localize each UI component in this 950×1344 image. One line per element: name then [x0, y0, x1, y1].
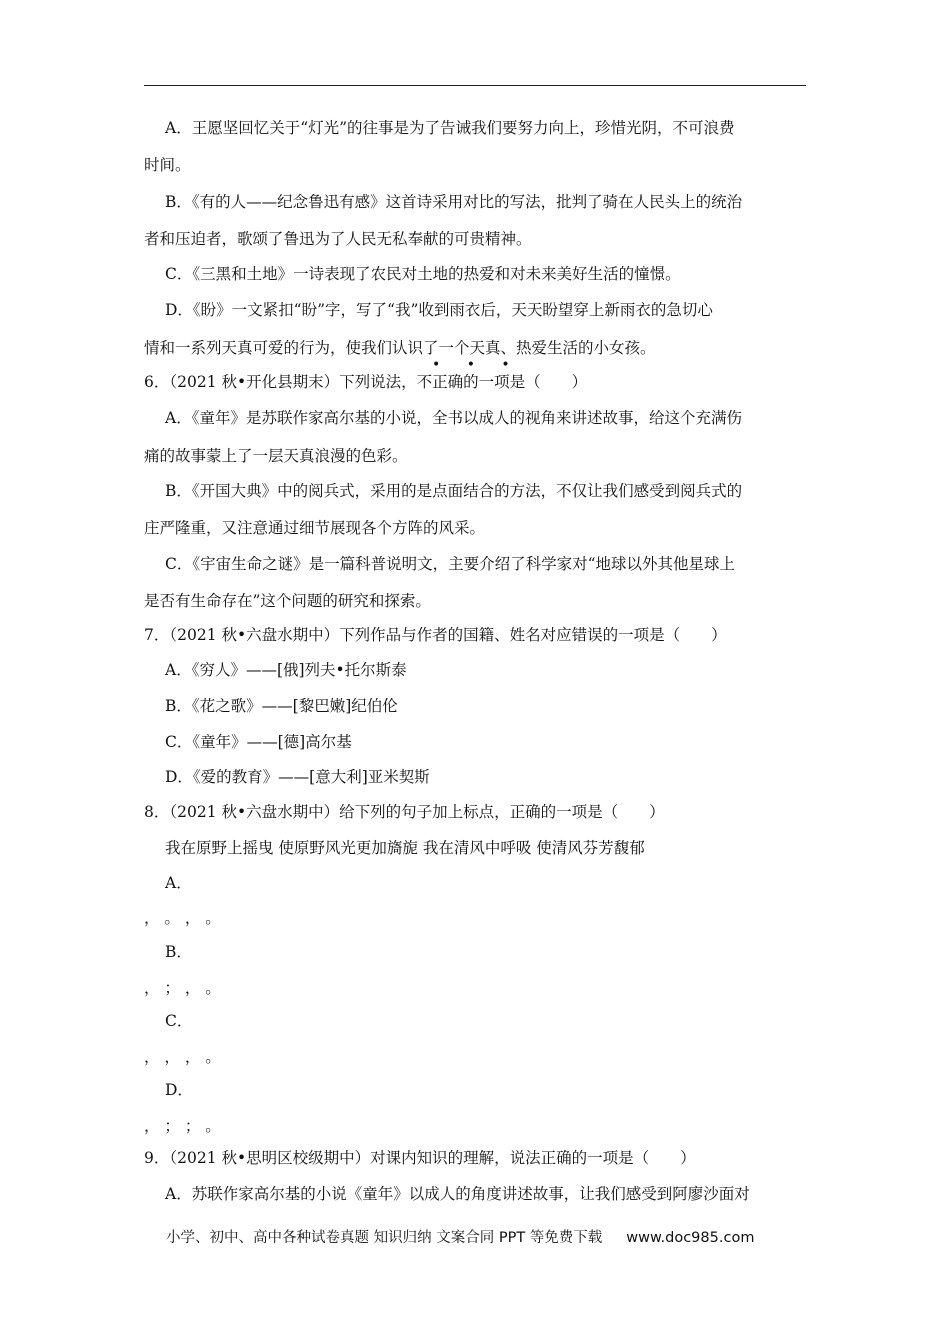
footer: [166, 1226, 754, 1247]
text-line: 我在原野上摇曳 使原野风光更加旖旎 我在清风中呼吸 使清风芬芳馥郁: [165, 839, 645, 857]
text-line: B．《开国大典》中的阅兵式，采用的是点面结合的方法，不仅让我们感受到阅兵式的: [165, 482, 743, 500]
text-line: ， ； ， 。: [144, 979, 221, 997]
text-line: A．《穷人》——[俄]列夫•托尔斯泰: [165, 661, 407, 679]
text-line: C．《三黑和土地》一诗表现了农民对土地的热爱和对未来美好生活的憧憬。: [165, 265, 681, 283]
header-rule: [144, 85, 806, 86]
text-line: 是否有生命存在”这个问题的研究和探索。: [144, 592, 431, 610]
text-line: A．苏联作家高尔基的小说《童年》以成人的角度讲述故事，让我们感受到阿廖沙面对: [165, 1185, 750, 1203]
text-line: 庄严隆重，又注意通过细节展现各个方阵的风采。: [144, 519, 486, 537]
text-line: 9．（2021 秋•思明区校级期中）对课内知识的理解，说法正确的一项是（ ）: [144, 1149, 696, 1167]
text-line: 8．（2021 秋•六盘水期中）给下列的句子加上标点，正确的一项是（ ）: [144, 803, 665, 821]
text-line: 时间。: [144, 156, 191, 174]
text-line: B．《花之歌》——[黎巴嫩]纪伯伦: [165, 697, 398, 715]
text-line: 者和压迫者，歌颂了鲁迅为了人民无私奉献的可贵精神。: [144, 230, 532, 248]
text-line: 7．（2021 秋•六盘水期中）下列作品与作者的国籍、姓名对应错误的一项是（ ）: [144, 626, 727, 644]
footer-url[interactable]: www.doc985.com: [626, 1230, 755, 1246]
text-line: A．: [165, 874, 192, 892]
text-line: B．《有的人——纪念鲁迅有感》这首诗采用对比的写法，批判了骑在人民头上的统治: [165, 193, 743, 211]
text-line: C．《宇宙生命之谜》是一篇科普说明文，主要介绍了科学家对“地球以外其他星球上: [165, 555, 736, 573]
text-line: ， 。 ， 。: [144, 909, 221, 927]
text-line: D．《爱的教育》——[意大利]亚米契斯: [165, 768, 430, 786]
text-line: D．《盼》一文紧扣“盼”字，写了“我”收到雨衣后，天天盼望穿上新雨衣的急切心: [165, 301, 713, 319]
text-line: D．: [165, 1081, 193, 1099]
footer-text: 小学、初中、高中各种试卷真题 知识归纳 文案合同 PPT 等免费下载: [166, 1230, 603, 1246]
text-line: 6．（2021 秋•开化县期末）下列说法，不正确的一项是（ ）: [144, 373, 588, 391]
text-line: 痛的故事蒙上了一层天真浪漫的色彩。: [144, 447, 408, 465]
emphasis-dots: • • •: [432, 357, 521, 373]
text-line: A．《童年》是苏联作家高尔基的小说，全书以成人的视角来讲述故事，给这个充满伤: [165, 409, 742, 427]
text-line: B．: [165, 943, 192, 961]
text-line: C．: [165, 1012, 193, 1030]
text-line: 情和一系列天真可爱的行为，使我们认识了一个天真、热爱生活的小女孩。: [144, 339, 656, 357]
text-line: ， ， ， 。: [144, 1048, 221, 1066]
text-line: C．《童年》——[德]高尔基: [165, 733, 352, 751]
text-line: A．王愿坚回忆关于“灯光”的往事是为了告诫我们要努力向上，珍惜光阴，不可浪费: [165, 119, 735, 137]
text-line: ， ； ； 。: [144, 1117, 221, 1135]
